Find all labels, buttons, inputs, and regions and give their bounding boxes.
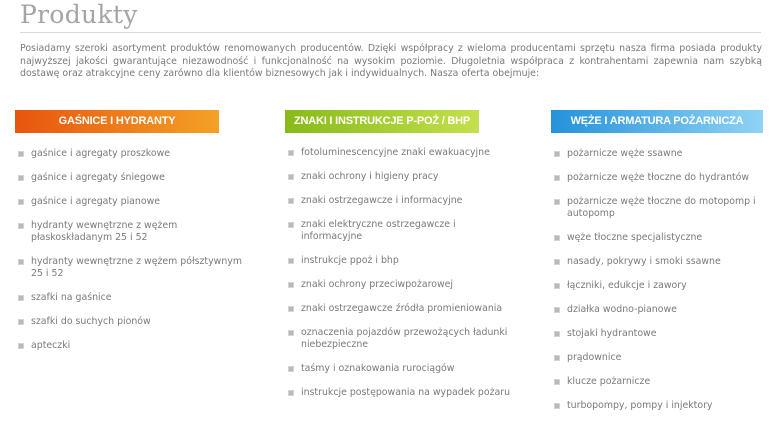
list-item[interactable]: pożarnicze węże ssawne bbox=[553, 148, 763, 160]
category-signs bbox=[285, 110, 515, 411]
list-item[interactable]: gaśnice i agregaty proszkowe bbox=[17, 148, 255, 160]
list-item[interactable]: znaki ostrzegawcze i informacyjne bbox=[287, 195, 515, 207]
list-item[interactable]: pożarnicze węże tłoczne do hydrantów bbox=[553, 172, 763, 184]
list-item[interactable]: znaki elektryczne ostrzegawcze i informacyjne bbox=[287, 219, 515, 243]
product-list-signs bbox=[287, 147, 515, 399]
list-item[interactable]: apteczki bbox=[17, 340, 255, 352]
list-item[interactable]: stojaki hydrantowe bbox=[553, 328, 763, 340]
list-item[interactable]: instrukcje ppoż i bhp bbox=[287, 255, 515, 267]
list-item[interactable]: prądownice bbox=[553, 352, 763, 364]
list-item[interactable]: działka wodno-pianowe bbox=[553, 304, 763, 316]
list-item[interactable]: pożarnicze węże tłoczne do motopomp i autopomp bbox=[553, 196, 763, 220]
list-item[interactable]: turbopompy, pompy i injektory bbox=[553, 400, 763, 412]
list-item[interactable]: łączniki, edukcje i zawory bbox=[553, 280, 763, 292]
product-list-extinguishers bbox=[17, 148, 255, 352]
intro-paragraph: Posiadamy szeroki asortyment produktów renomowanych producentów. Dzięki współpracy z wieloma producentami sprzętu nasza firma posiada produkty najwyższej jakości gwarantujące niezawodność i funkcjonalność na wysokim poziomie. Długoletnia współpraca z kontrahentami zapewnia nam szybką dostawę oraz atrakcyjne ceny zarówno dla klientów biznesowych jak i indywidualnych. Nasza oferta obejmuje: bbox=[20, 43, 762, 79]
list-item[interactable]: nasady, pokrywy i smoki ssawne bbox=[553, 256, 763, 268]
list-item[interactable]: szafki na gaśnice bbox=[17, 292, 255, 304]
list-item[interactable]: taśmy i oznakowania rurociągów bbox=[287, 363, 515, 375]
page-title: Produkty bbox=[20, 0, 138, 29]
category-extinguishers bbox=[15, 110, 255, 364]
category-header-hoses[interactable]: WĘŻE I ARMATURA POŻARNICZA bbox=[551, 110, 763, 133]
category-header-signs[interactable]: ZNAKI I INSTRUKCJE P-POŻ / BHP bbox=[285, 110, 479, 133]
list-item[interactable]: oznaczenia pojazdów przewożących ładunki niebezpieczne bbox=[287, 327, 515, 351]
title-divider bbox=[20, 32, 761, 33]
list-item[interactable]: szafki do suchych pionów bbox=[17, 316, 255, 328]
list-item[interactable]: instrukcje postępowania na wypadek pożaru bbox=[287, 387, 515, 399]
list-item[interactable]: znaki ochrony przeciwpożarowej bbox=[287, 279, 515, 291]
list-item[interactable]: hydranty wewnętrzne z wężem półsztywnym 25 i 52 bbox=[17, 256, 255, 280]
list-item[interactable]: hydranty wewnętrzne z wężem płaskoskładanym 25 i 52 bbox=[17, 220, 255, 244]
list-item[interactable]: fotoluminescencyjne znaki ewakuacyjne bbox=[287, 147, 515, 159]
category-hoses bbox=[551, 110, 763, 424]
list-item[interactable]: węże tłoczne specjalistyczne bbox=[553, 232, 763, 244]
category-header-extinguishers[interactable]: GAŚNICE I HYDRANTY bbox=[15, 110, 219, 133]
list-item[interactable]: klucze pożarnicze bbox=[553, 376, 763, 388]
list-item[interactable]: gaśnice i agregaty pianowe bbox=[17, 196, 255, 208]
list-item[interactable]: gaśnice i agregaty śniegowe bbox=[17, 172, 255, 184]
list-item[interactable]: znaki ochrony i higieny pracy bbox=[287, 171, 515, 183]
product-list-hoses bbox=[553, 148, 763, 412]
list-item[interactable]: znaki ostrzegawcze źródła promieniowania bbox=[287, 303, 515, 315]
